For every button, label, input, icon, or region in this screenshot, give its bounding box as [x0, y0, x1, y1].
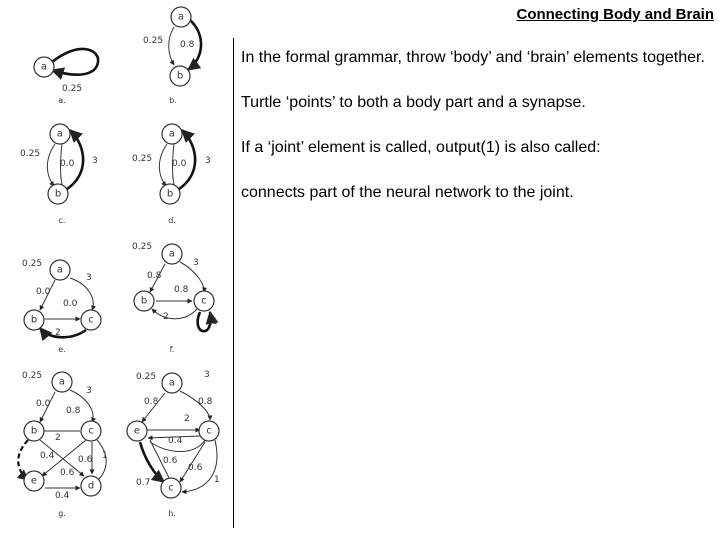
weight-label: 0.8 [198, 397, 213, 407]
panel-h [127, 370, 220, 518]
node-a-label: a [56, 128, 64, 140]
weight-label: 0.8 [147, 271, 162, 281]
weight-label: 1 [214, 475, 220, 485]
bullet-text: connects part of the neural network to the joint. [241, 184, 574, 201]
panel-caption: g. [58, 509, 66, 518]
panel-caption: d. [168, 216, 176, 225]
node-b-label: b [54, 188, 62, 200]
panel-e [22, 259, 101, 354]
node-b-label: b [30, 425, 38, 437]
weight-label: 0.25 [62, 84, 83, 94]
panel-f [132, 242, 218, 354]
panel-caption: f. [169, 345, 175, 354]
weight-label: 3 [204, 370, 210, 380]
weight-label: 2 [55, 433, 61, 443]
node-c-label: c [88, 425, 94, 437]
slide-body [241, 48, 711, 228]
weight-label: 3 [92, 156, 98, 166]
weight-label: 0.6 [188, 463, 203, 473]
weight-label: 0.25 [136, 372, 157, 382]
weight-label: 3 [205, 156, 211, 166]
bullet-text: Turtle ‘points’ to both a body part and a synapse. [241, 94, 586, 111]
node-a-label: a [168, 377, 176, 389]
panel-caption: b. [169, 96, 177, 105]
weight-label: 2 [163, 312, 169, 322]
weight-label: 0.6 [60, 468, 75, 478]
node-a-label: a [177, 11, 185, 23]
weight-label: 3 [86, 273, 92, 283]
node-e-label: e [133, 425, 141, 437]
weight-label: 0.0 [63, 299, 78, 309]
weight-label: 3 [86, 386, 92, 396]
weight-label: 1 [102, 451, 108, 461]
weight-label: 0.25 [22, 371, 43, 381]
node-b-label: b [30, 314, 38, 326]
weight-label: 0.25 [132, 242, 153, 252]
weight-label: 2 [184, 414, 190, 424]
weight-label: 3 [193, 258, 199, 268]
weight-label: 0.25 [143, 36, 164, 46]
weight-label: 2 [55, 328, 61, 338]
weight-label: 1 [212, 317, 218, 327]
node-a-label: a [168, 128, 176, 140]
panel-caption: c. [58, 216, 66, 225]
weight-label: 0.7 [136, 478, 151, 488]
slide-title: Connecting Body and Brain [516, 6, 714, 23]
node-c-label: c [88, 314, 94, 326]
bullet-text: In the formal grammar, throw ‘body’ and ‘brain’ elements together. [241, 49, 705, 66]
node-e-label: e [30, 475, 38, 487]
bullet-text: If a ‘joint’ element is called, output(1) is also called: [241, 139, 601, 156]
weight-label: 0.25 [22, 259, 43, 269]
node-b-label: b [166, 188, 174, 200]
weight-label: 0.4 [40, 451, 55, 461]
node-a-label: a [168, 248, 176, 260]
panel-a [34, 49, 98, 105]
node-a-label: a [56, 264, 64, 276]
panel-caption: h. [168, 509, 176, 518]
weight-label: 0.25 [132, 154, 153, 164]
panel-c [20, 124, 98, 225]
neural-network-diagrams [0, 0, 232, 540]
node-c-label: c [168, 482, 174, 494]
node-b-label: b [176, 70, 184, 82]
panel-b [143, 7, 201, 105]
panel-caption: e. [58, 345, 66, 354]
weight-label: 0.8 [66, 406, 81, 416]
weight-label: 0.8 [144, 397, 159, 407]
node-c-label: c [201, 295, 207, 307]
node-d-label: d [87, 480, 95, 492]
weight-label: 0.4 [168, 436, 183, 446]
weight-label: 0.0 [36, 399, 51, 409]
weight-label: 0.8 [180, 40, 195, 50]
weight-label: 0.0 [36, 287, 51, 297]
node-a-label: a [40, 61, 48, 73]
vertical-divider [233, 38, 234, 528]
weight-label: 0.8 [174, 285, 189, 295]
weight-label: 0.6 [163, 456, 178, 466]
panel-caption: a. [58, 96, 66, 105]
weight-label: 0.6 [78, 455, 93, 465]
node-a-label: a [58, 376, 66, 388]
panel-g [18, 371, 107, 518]
weight-label: 0.4 [55, 491, 70, 501]
weight-label: 0.0 [60, 159, 75, 169]
weight-label: 0.0 [172, 159, 187, 169]
node-b-label: b [140, 295, 148, 307]
node-c-label: c [206, 425, 212, 437]
panel-d [132, 124, 211, 225]
weight-label: 0.25 [20, 149, 41, 159]
